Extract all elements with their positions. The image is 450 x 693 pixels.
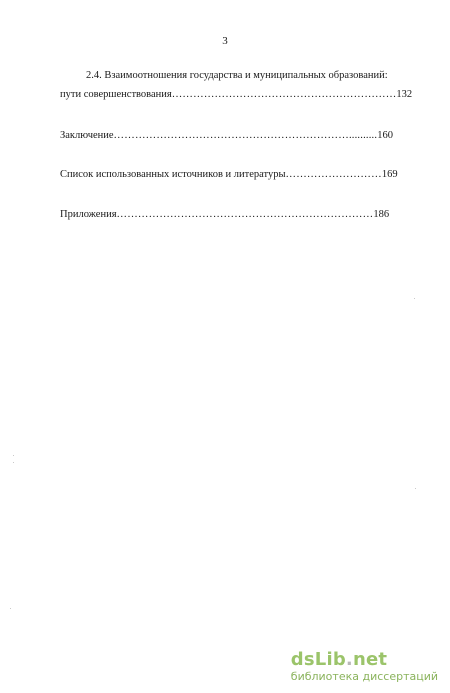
scan-speck [10, 608, 11, 609]
toc-page-number: 169 [381, 169, 398, 180]
toc-page-number: 186 [373, 209, 390, 220]
toc-entry-text: 2.4. Взаимоотношения государства и муниципальных образований: [86, 70, 388, 81]
toc-leader-dots: ……………………………………………………………… [116, 209, 374, 220]
toc-entry-references [60, 168, 420, 181]
scan-speck [415, 488, 416, 489]
toc-leader-dots: ……………………………………………………… [171, 89, 397, 100]
watermark-logo [291, 651, 438, 669]
watermark-logo-main: dsLib [290, 649, 346, 670]
toc-entry-text: Список использованных источников и литературы [60, 169, 286, 180]
toc-entry-2-4-continuation [60, 88, 420, 101]
watermark-logo-dot: . [345, 649, 353, 670]
toc-entry-conclusion [60, 129, 420, 142]
toc-entry-2-4-title [86, 69, 420, 82]
watermark-logo-tld: net [352, 649, 388, 670]
page-number: 3 [222, 35, 228, 47]
dslib-watermark [291, 651, 438, 683]
scan-speck [414, 298, 415, 299]
toc-leader-dots: ……………………… [285, 169, 382, 180]
toc-entry-text: Заключение [60, 130, 114, 141]
toc-page-number: 160 [377, 130, 393, 141]
toc-entry-text: Приложения [60, 209, 117, 220]
toc-entry-text: пути совершенствования [60, 89, 172, 100]
scan-speck [13, 462, 14, 463]
toc-entry-appendices [60, 208, 420, 221]
watermark-subtitle: библиотека диссертаций [290, 670, 438, 683]
toc-page-number: 132 [396, 89, 413, 100]
scan-speck [13, 455, 14, 456]
toc-leader-dots: ………………………………………………………….......... [113, 130, 378, 141]
